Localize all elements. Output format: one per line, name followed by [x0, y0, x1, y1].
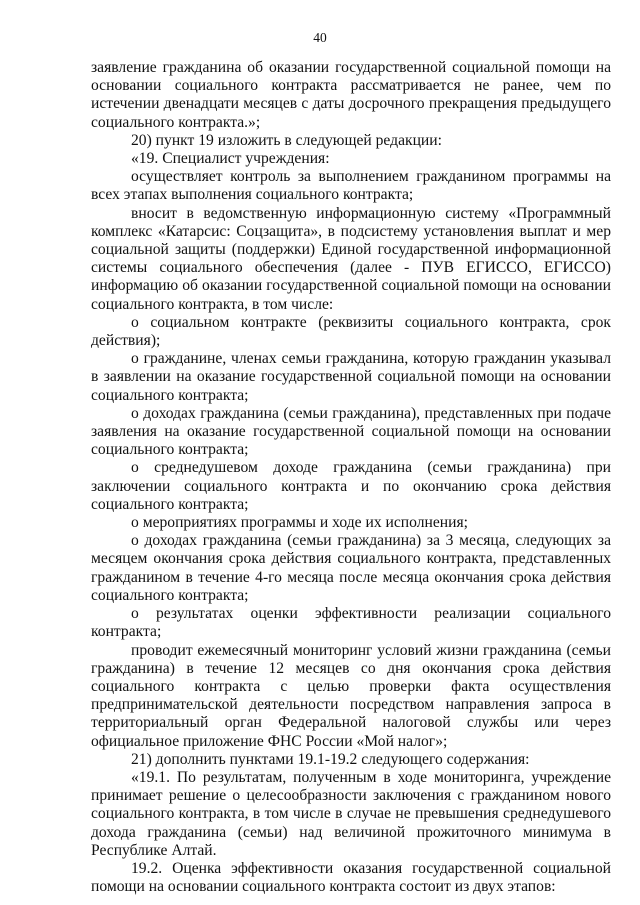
paragraph: «19.1. По результатам, полученным в ходе мониторинга, учреждение принимает решение о целесообразности заключения с гражданином нового социального контракта, в том числе в случае не превышения среднедушевого дохода гражданина (семьи) над величиной прожиточного минимума в Республике Алтай. — [91, 768, 611, 859]
paragraph: о доходах гражданина (семьи гражданина), представленных при подаче заявления на оказание государственной социальной помощи на основании социального контракта; — [91, 404, 611, 459]
paragraph: о мероприятиях программы и ходе их исполнения; — [131, 514, 468, 532]
paragraph: осуществляет контроль за выполнением гражданином программы на всех этапах выполнения социального контракта; — [91, 168, 611, 204]
paragraph: о среднедушевом доходе гражданина (семьи гражданина) при заключении социального контракта и по окончанию срока действия социального контракта; — [91, 459, 611, 513]
paragraph: вносит в ведомственную информационную систему «Программный комплекс «Катарсис: Соцзащита», в подсистему установления выплат и мер социальной защиты (поддержки) Единой государственной информационной системы социального обеспечения (далее - ПУВ ЕГИССО, ЕГИССО) информацию об оказании государственной социальной помощи на основании социального контракта, в том числе: — [91, 204, 611, 313]
paragraph: о социальном контракте (реквизиты социального контракта, срок действия); — [91, 313, 611, 350]
document-body — [91, 59, 611, 896]
paragraph: 20) пункт 19 изложить в следующей редакции: — [131, 131, 442, 149]
paragraph: проводит ежемесячный мониторинг условий жизни гражданина (семьи гражданина) в течение 12 месяцев со дня окончания срока действия социального контракта с целью проверки факта осуществления предпринимательской деятельности посредством направления запроса в территориальный орган Федеральной налоговой службы или через официальное приложение ФНС России «Мой налог»; — [91, 641, 611, 750]
paragraph: о результатах оценки эффективности реализации социального контракта; — [91, 605, 611, 641]
paragraph: заявление гражданина об оказании государственной социальной помощи на основании социального контракта рассматривается не ранее, чем по истечении двенадцати месяцев с даты досрочного прекращения предыдущего социального контракта.»; — [91, 59, 611, 131]
paragraph: «19. Специалист учреждения: — [131, 150, 330, 168]
paragraph: о доходах гражданина (семьи гражданина) за 3 месяца, следующих за месяцем окончания срока действия социального контракта, представленных гражданином в течение 4-го месяца после месяца окончания срока действия социального контракта; — [91, 532, 611, 604]
page-number: 40 — [313, 30, 327, 45]
paragraph: 21) дополнить пунктами 19.1-19.2 следующего содержания: — [131, 750, 530, 768]
paragraph: 19.2. Оценка эффективности оказания государственной социальной помощи на основании социального контракта состоит из двух этапов: — [91, 859, 611, 896]
paragraph: о гражданине, членах семьи гражданина, которую гражданин указывал в заявлении на оказание государственной социальной помощи на основании социального контракта; — [91, 350, 611, 404]
